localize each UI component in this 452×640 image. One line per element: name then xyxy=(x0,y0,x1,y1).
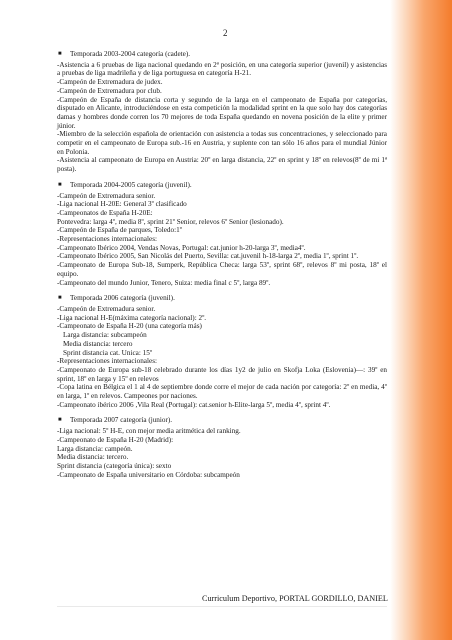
page-number: 2 xyxy=(223,28,228,38)
result-line: -Asistencia a 6 pruebas de liga nacional quedando en 2ª posición, en una categoría superior (juvenil) y asistencias a pruebas de liga madrileña y de liga portuguesa en categoría H-21. xyxy=(57,60,387,78)
result-line: -Campeonato Ibérico 2004, Vendas Novas, Portugal: cat.junior h-20-larga 3º, media4º. xyxy=(57,243,306,252)
document-body xyxy=(57,50,387,486)
result-line: -Campeonato de Europa sub-18 celebrado durante los días 1y2 de julio en Skofja Loka (Eslovenia)—: 39º en sprint, 18º en larga y 15º en relevos xyxy=(57,365,387,383)
result-line: -Campeonato de España H-20 (una categoría más) xyxy=(57,322,202,331)
result-line: -Campeonato de España H-20 (Madrid): xyxy=(57,435,174,444)
season-heading-text: Temporada 2004-2005 categoría (juvenil). xyxy=(70,180,192,189)
season-section xyxy=(57,416,387,479)
result-line: -Copa latina en Bélgica el 1 al 4 de septiembre donde corre el mejor de cada nación por categoría: 2º en media, 4º en larga, 1º en relevos. Campeones por naciones. xyxy=(57,383,387,401)
result-line: -Campeonato de Europa Sub-18, Sumperk, República Checa: larga 53º, sprint 68º, relevos 8º mi posta, 18º el equipo. xyxy=(57,261,387,278)
result-line: -Campeonato del mundo Junior, Tenero, Suiza: media final c 5º, larga 89º. xyxy=(57,278,271,287)
result-line: -Campeonato de España universitario en Córdoba: subcampeón xyxy=(57,470,240,479)
result-line: -Campeón de Extremadura senior. xyxy=(57,191,156,200)
result-line: Media distancia: tercero xyxy=(63,339,133,348)
result-line: Pontevedra: larga 4º, media 8º, sprint 21º Senior, relevos 6º Senior (lesionado). xyxy=(57,217,284,226)
result-line: -Liga nacional: 5º H-E, con mejor media aritmética del ranking. xyxy=(57,427,241,436)
season-heading xyxy=(57,416,387,425)
result-line: -Representaciones internacionales: xyxy=(57,357,157,366)
result-line: -Campeón de España de parques, Toledo:1º xyxy=(57,226,182,235)
season-heading-text: Temporada 2006 categoría (juvenil). xyxy=(70,294,175,303)
square-bullet-icon: ■ xyxy=(58,417,62,424)
result-line: Sprint distancia cat. Unica: 15º xyxy=(63,348,153,357)
result-line: -Campeonato ibérico 2006 ,Vila Real (Portugal): cat.senior h-Elite-larga 5º, media 4º, sprint 4º. xyxy=(57,400,331,409)
result-line: Larga distancia: subcampeón xyxy=(63,331,147,340)
result-line: Larga distancia: campeón. xyxy=(57,444,133,453)
footer-divider xyxy=(57,606,387,607)
result-line: -Campeón de Extremadura senior. xyxy=(57,304,156,313)
season-heading-text: Temporada 2003-2004 categoría (cadete). xyxy=(70,50,191,58)
season-section xyxy=(57,181,387,287)
result-line: -Asistencia al campeonato de Europa en Austria: 20º en larga distancia, 22º en sprint y 18º en relevos(8º de mi 1ª posta). xyxy=(57,156,387,174)
result-line: -Liga nacional H-20E: General 3º clasificado xyxy=(57,200,187,209)
result-line: -Campeonatos de España H-20E: xyxy=(57,208,153,217)
season-heading xyxy=(57,181,387,190)
result-line: -Campeón de España de distancia corta y segundo de la larga en el campeonato de España por categorías, disputado en Alicante, introduciéndose en esta competición la modalidad sprint en la que solo hay dos categorías damas y hombres donde corren los 70 mejores de toda España quedando en novena posición de la elite y primer júnior. xyxy=(57,95,387,130)
season-heading xyxy=(57,294,387,303)
season-section xyxy=(57,50,387,174)
result-line: -Campeón de Extremadura por club. xyxy=(57,86,162,95)
result-line: -Liga nacional H-E(máxima categoría nacional): 2º. xyxy=(57,313,207,322)
result-line: -Campeón de Extremadura de judex. xyxy=(57,78,163,87)
season-heading-text: Temporada 2007 categoría (junior). xyxy=(70,416,173,425)
result-line: Media distancia: tercero. xyxy=(57,453,129,462)
result-line: -Representaciones internacionales: xyxy=(57,235,157,244)
result-line: -Miembro de la selección española de orientación con asistencia a todas sus concentraciones, y seleccionado para competir en el campeonato de Europa sub.-16 en Austria, y suplente con tan sólo 16 años para el mundial Júnior en Polonia. xyxy=(57,130,387,156)
decorative-side-bar xyxy=(390,0,452,640)
square-bullet-icon: ■ xyxy=(58,295,62,302)
square-bullet-icon: ■ xyxy=(58,51,62,57)
square-bullet-icon: ■ xyxy=(58,181,62,188)
page-footer: Curriculum Deportivo, PORTAL GORDILLO, DANIEL xyxy=(202,594,388,603)
result-line: Sprint distancia (categoría única): sexto xyxy=(57,461,172,470)
result-line: -Campeonato Ibérico 2005, San Nicolás del Puerto, Sevilla: cat.juvenil h-18-larga 2º, media 1º, sprint 1º. xyxy=(57,252,359,261)
season-heading xyxy=(57,50,387,59)
season-section xyxy=(57,294,387,409)
